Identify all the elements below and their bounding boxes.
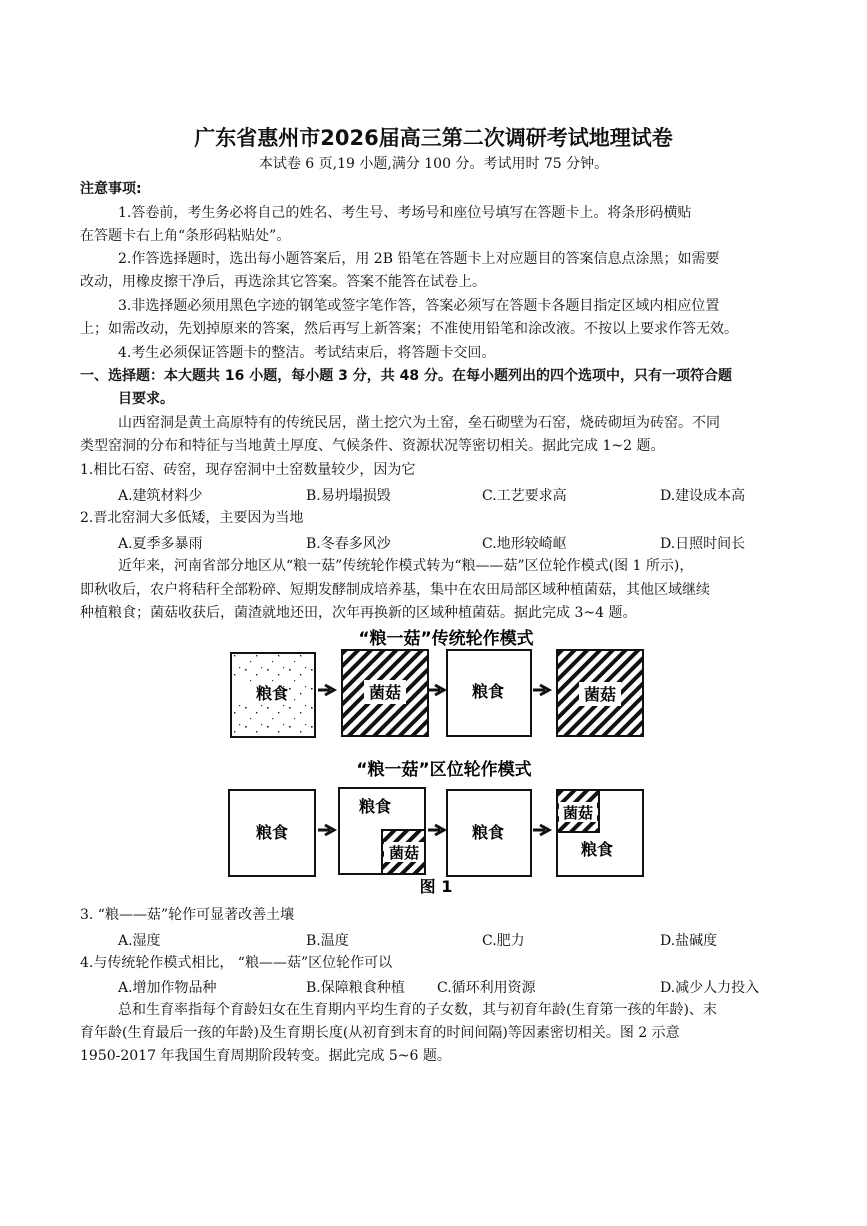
location-grain-label-3: 粮食 <box>471 823 505 842</box>
exam-info: 本试卷 6 页,19 小题,满分 100 分。考试用时 75 分钟。 <box>258 156 609 172</box>
question-1-option-c: C.工艺要求高 <box>482 488 567 504</box>
section-heading-line-1: 一、选择题：本大题共 16 小题，每小题 3 分，共 48 分。在每小题列出的四个选项中，只有一项符合题 <box>80 368 732 384</box>
notice-item-1-line-2: 在答题卡右上角“条形码粘贴处”。 <box>80 228 291 244</box>
location-grain-label-2: 粮食 <box>358 797 392 816</box>
question-4-stem: 4.与传统轮作模式相比， “粮——菇”区位轮作可以 <box>80 955 393 971</box>
traditional-grain-label-1: 粮食 <box>255 684 289 703</box>
question-3-option-d: D.盐碱度 <box>660 933 718 949</box>
location-mushroom-label-1: 菌菇 <box>388 844 420 862</box>
question-2-option-c: C.地形较崎岖 <box>482 536 567 552</box>
arrow-icon <box>533 685 549 695</box>
question-3-option-b: B.温度 <box>306 933 349 949</box>
traditional-grain-label-2: 粮食 <box>471 682 505 701</box>
figure-title-traditional: “粮一菇”传统轮作模式 <box>358 629 534 649</box>
notice-heading: 注意事项: <box>80 181 142 197</box>
question-3-option-a: A.湿度 <box>118 933 161 949</box>
question-3-option-c: C.肥力 <box>482 933 525 949</box>
question-2-option-a: A.夏季多暴雨 <box>118 536 203 552</box>
location-grain-label-1: 粮食 <box>255 823 289 842</box>
section-heading-line-2: 目要求。 <box>118 391 174 407</box>
passage-2-line-1: 近年来，河南省部分地区从“粮一菇”传统轮作模式转为“粮——菇”区位轮作模式(图 1 所示)， <box>118 558 694 574</box>
arrow-icon <box>318 685 334 695</box>
question-2-option-d: D.日照时间长 <box>660 536 746 552</box>
question-4-option-a: A.增加作物品种 <box>118 980 217 996</box>
location-grain-label-4: 粮食 <box>580 840 614 859</box>
arrow-icon <box>428 685 444 695</box>
passage-2-line-2: 即秋收后，农户将秸秆全部粉碎、短期发酵制成培养基，集中在农田局部区域种植菌菇，其他区域继续 <box>80 582 710 598</box>
question-1-option-d: D.建设成本高 <box>660 488 746 504</box>
location-mushroom-label-2: 菌菇 <box>562 804 594 822</box>
passage-3-line-2: 育年龄(生育最后一孩的年龄)及生育期长度(从初育到末育的时间间隔)等因素密切相关。图 2 示意 <box>80 1025 680 1041</box>
figure-1 <box>0 620 867 895</box>
notice-item-2-line-1: 2.作答选择题时，选出每小题答案后，用 2B 铅笔在答题卡上对应题目的答案信息点涂黑；如需要 <box>118 251 720 267</box>
passage-3-line-3: 1950-2017 年我国生育周期阶段转变。据此完成 5~6 题。 <box>80 1048 451 1064</box>
traditional-mushroom-label-2: 菌菇 <box>583 685 617 704</box>
notice-item-4: 4.考生必须保证答题卡的整洁。考试结束后，将答题卡交回。 <box>118 345 496 361</box>
question-1-stem: 1.相比石窑、砖窑，现存窑洞中土窑数量较少，因为它 <box>80 462 416 478</box>
passage-3-line-1: 总和生育率指每个育龄妇女在生育期内平均生育的子女数，其与初育年龄(生育第一孩的年龄)、末 <box>118 1002 717 1018</box>
question-1-option-b: B.易坍塌损毁 <box>306 488 391 504</box>
question-4-option-b: B.保障粮食种植 <box>306 980 405 996</box>
question-4-option-c: C.循环利用资源 <box>437 980 536 996</box>
passage-1-line-1: 山西窑洞是黄土高原特有的传统民居，凿土挖穴为土窑，垒石砌壁为石窑，烧砖砌垣为砖窑。不同 <box>118 415 720 431</box>
arrow-icon <box>428 825 444 835</box>
notice-item-3-line-2: 上；如需改动，先划掉原来的答案，然后再写上新答案；不准使用铅笔和涂改液。不按以上要求作答无效。 <box>80 321 738 337</box>
notice-item-2-line-2: 改动，用橡皮擦干净后，再选涂其它答案。答案不能答在试卷上。 <box>80 274 486 290</box>
question-2-stem: 2.晋北窑洞大多低矮，主要因为当地 <box>80 510 304 526</box>
passage-1-line-2: 类型窑洞的分布和特征与当地黄土厚度、气候条件、资源状况等密切相关。据此完成 1~2 题。 <box>80 438 665 454</box>
question-3-stem: 3. “粮——菇”轮作可显著改善土壤 <box>80 907 295 923</box>
passage-2-line-3: 种植粮食；菌菇收获后，菌渣就地还田，次年再换新的区域种植菌菇。据此完成 3~4 题。 <box>80 605 637 621</box>
page-title: 广东省惠州市2026届高三第二次调研考试地理试卷 <box>194 126 673 150</box>
arrow-icon <box>318 825 334 835</box>
arrow-icon <box>533 825 549 835</box>
question-1-option-a: A.建筑材料少 <box>118 488 203 504</box>
notice-item-3-line-1: 3.非选择题必须用黑色字迹的钢笔或签字笔作答，答案必须写在答题卡各题目指定区域内相应位置 <box>118 298 720 314</box>
notice-item-1-line-1: 1.答卷前，考生务必将自己的姓名、考生号、考场号和座位号填写在答题卡上。将条形码横贴 <box>118 205 692 221</box>
question-2-option-b: B.冬春多风沙 <box>306 536 391 552</box>
figure-caption: 图 1 <box>419 877 453 895</box>
question-4-option-d: D.减少人力投入 <box>660 980 760 996</box>
traditional-mushroom-label-1: 菌菇 <box>368 683 402 702</box>
figure-title-location: “粮一菇”区位轮作模式 <box>356 760 532 780</box>
